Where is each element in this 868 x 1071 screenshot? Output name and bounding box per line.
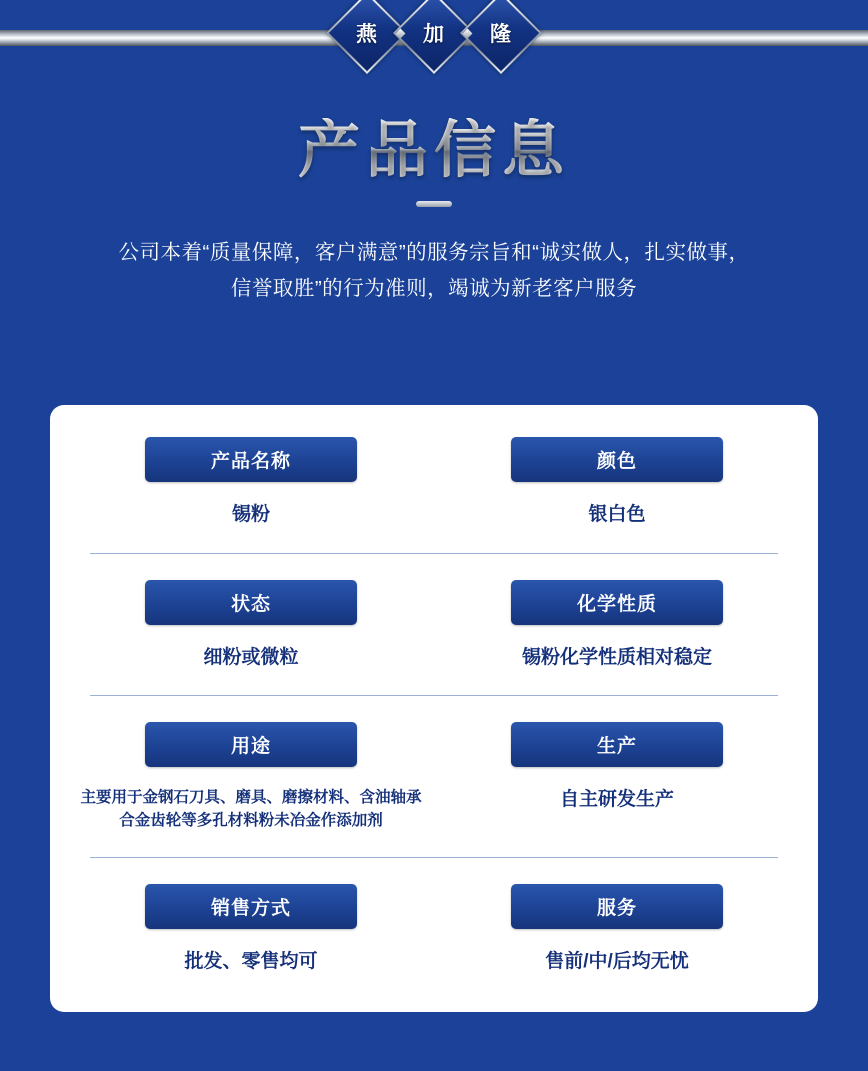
spec-label: 产品名称 (145, 437, 357, 482)
page-title-section (0, 118, 868, 207)
spec-cell-production (434, 722, 800, 833)
logo-char-3: 隆 (490, 23, 512, 46)
row-divider (90, 553, 778, 554)
spec-cell-product-name (68, 437, 434, 529)
row-divider (90, 857, 778, 858)
spec-label: 服务 (511, 884, 723, 929)
spec-row (68, 884, 800, 976)
spec-cell-chemical-property (434, 580, 800, 672)
product-spec-card (50, 405, 818, 1012)
logo-char-2: 加 (423, 23, 445, 46)
spec-row (68, 580, 800, 672)
spec-value: 锡粉化学性质相对稳定 (521, 646, 712, 668)
spec-row (68, 722, 800, 833)
spec-row (68, 437, 800, 529)
brand-logo (340, 4, 528, 62)
spec-value: 主要用于金钢石刀具、磨具、磨擦材料、含油轴承合金齿轮等多孔材料粉未冶金作添加剂 (80, 789, 422, 830)
spec-label: 颜色 (511, 437, 723, 482)
spec-value: 锡粉 (231, 504, 270, 525)
spec-value: 批发、零售均可 (184, 950, 318, 972)
spec-value: 细粉或微粒 (203, 646, 299, 668)
spec-value: 银白色 (588, 504, 646, 525)
spec-value: 自主研发生产 (559, 789, 674, 811)
spec-cell-color (434, 437, 800, 529)
spec-cell-usage (68, 722, 434, 833)
spec-cell-sales-method (68, 884, 434, 976)
title-underline (416, 201, 452, 207)
intro-text (39, 235, 829, 307)
logo-diamond-2 (393, 0, 475, 74)
row-divider (90, 695, 778, 696)
spec-label: 生产 (511, 722, 723, 767)
spec-cell-service (434, 884, 800, 976)
spec-label: 销售方式 (145, 884, 357, 929)
spec-value: 售前/中/后均无忧 (545, 950, 689, 972)
spec-label: 状态 (145, 580, 357, 625)
top-banner (0, 0, 868, 80)
logo-diamond-3 (460, 0, 542, 74)
spec-label: 用途 (145, 722, 357, 767)
logo-diamond-1 (326, 0, 408, 74)
page-title: 产品信息 (297, 116, 570, 185)
spec-cell-state (68, 580, 434, 672)
logo-char-1: 燕 (356, 23, 378, 46)
intro-line-2: 信誉取胜”的行为准则，竭诚为新老客户服务 (230, 276, 638, 300)
intro-line-1: 公司本着“质量保障，客户满意”的服务宗旨和“诚实做人，扎实做事， (118, 241, 750, 265)
spec-label: 化学性质 (511, 580, 723, 625)
